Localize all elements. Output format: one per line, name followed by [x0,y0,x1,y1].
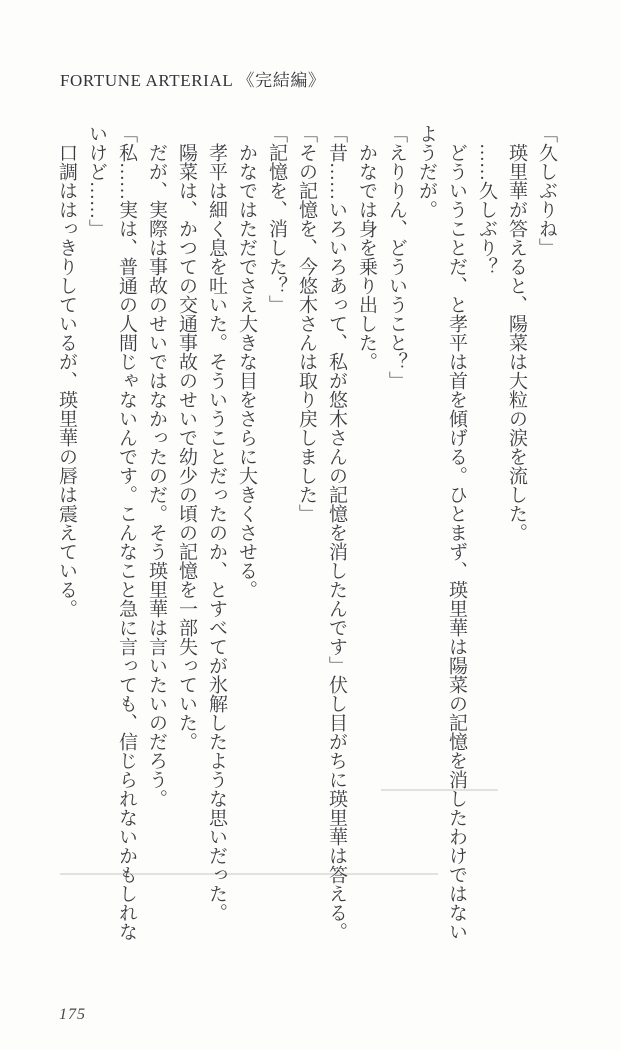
novel-text-block [51,124,561,946]
paragraph: かなでは身を乗り出した。 [356,124,377,371]
paragraph: 陽菜は、かつての交通事故のせいで幼少の頃の記憶を一部失っていた。 [176,124,197,751]
page-number: 175 [59,1006,86,1023]
paragraph: どういうことだ、と孝平は首を傾げる。ひとまず、瑛里華は陽菜の記憶を消したわけではないようだが。 [416,124,467,941]
paragraph: 「昔……いろいろあって、私が悠木さんの記憶を消したんです」伏し目がちに瑛里華は答える。 [326,124,347,941]
paragraph: 瑛里華が答えると、陽菜は大粒の涙を流した。 [506,124,527,542]
paragraph: 口調ははっきりしているが、瑛里華の唇は震えている。 [56,124,77,618]
running-header: FORTUNE ARTERIAL 《完結編》 [60,71,326,90]
paragraph: 「記憶を、消した？」 [266,124,287,314]
paragraph: 「久しぶりね」 [536,124,557,257]
paragraph: かなではただでさえ大きな目をさらに大きくさせる。 [236,124,257,599]
paragraph: 「その記憶を、今悠木さんは取り戻しました」 [296,124,317,523]
paragraph: 孝平は細く息を吐いた。そういうことだったのか、とすべてが氷解したような思いだった。 [206,124,227,922]
paragraph: 「えりりん、どういうこと？」 [386,124,407,390]
paragraph: 「私……実は、普通の人間じゃないんです。こんなこと急に言っても、信じられないかもしれないけど……」 [86,124,137,941]
paragraph: だが、実際は事故のせいではなかったのだ。そう瑛里華は言いたいのだろう。 [146,124,167,808]
paragraph: ……久しぶり？ [476,124,497,276]
